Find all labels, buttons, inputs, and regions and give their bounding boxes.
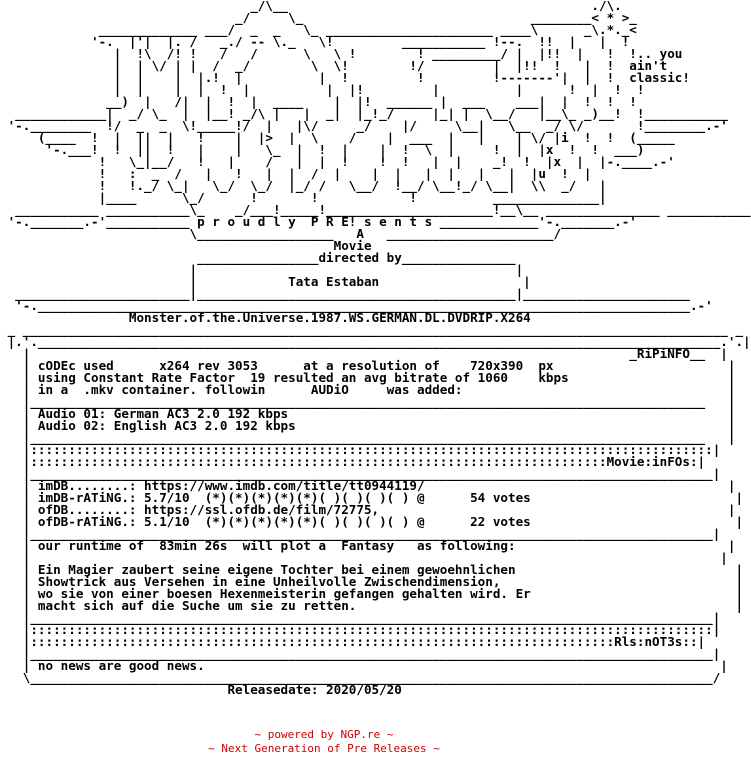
nfo-line: | Audio 01: German AC3 2.0 192 kbps |	[0, 406, 736, 421]
nfo-line: | Tata Estaban |	[0, 274, 531, 289]
nfo-line: Movie	[0, 238, 372, 253]
nfo-line: | no news are good news. |	[0, 658, 728, 673]
nfo-line: | | | | ! | | |! | | ! | ! !	[0, 82, 645, 97]
nfo-line: (____ ! | || | ! | |> | \ / | ___ | | | \/ |i ! ! (_____	[0, 130, 683, 145]
nfo-line: | imDB-rATiNG.: 5.7/10 (*)(*)(*)(*)(*)( )( )( )( ) @ 54 votes |	[0, 490, 744, 505]
nfo-line: ________________directed by_______________	[0, 250, 516, 265]
nfo-line: Releasedate: 2020/05/20	[0, 682, 402, 697]
nfo-line: Monster.of.the.Universe.1987.WS.GERMAN.DL.DVDRIP.X264	[0, 310, 531, 325]
nfo-line: '-. |'| |. / _./ -- \._ \! ___________ !--. !! | | !	[0, 34, 637, 49]
footer-powered-by: ~ powered by NGP.re ~	[254, 728, 394, 741]
nfo-line: |__________________________________________________________________________________________|	[0, 526, 721, 541]
footer	[0, 728, 648, 756]
nfo-line: ! !._/ \_| \_/ \_/ |_/ / \__/ !__/ \__!_/ \__| \\ _/ |	[0, 178, 607, 193]
nfo-line: |.'.__________________________________________________________________________________________.'.|	[0, 334, 751, 349]
nfo-line: '-.______________________________________________________________________________________.-'	[0, 298, 713, 313]
nfo-line: |__________________________________________________________________________________________|	[0, 646, 721, 661]
nfo-line: \__________________ A ______________________/	[0, 226, 562, 241]
nfo-line: |::::::::::::::::::::::::::::::::::::::::::::::::::::::::::::::::::::::::::::::::::::::::::|	[0, 442, 721, 457]
nfo-line: | !\ /! ! / / \ \ ! ! _________/ | |!! | ! !.. you	[0, 46, 683, 61]
nfo-line: _/\__ ./\.	[0, 0, 622, 13]
nfo-line: |____ \_/ ! ! ! ______________|	[0, 190, 607, 205]
nfo-line: |__________________________________________________________________________________________|	[0, 466, 721, 481]
nfo-line: '-.___! ! || ! | | \_ | ! | | ! \ | ! | |x ! ! ___)	[0, 142, 645, 157]
nfo-line: '-.________ !/ _ _ \!_____!/ | |\/ _/ |/ \__| \__ _/ \/ !________.-'	[0, 118, 728, 133]
nfo-line: | | | |.! | | ! ! !-------'| | ! classic!	[0, 70, 690, 85]
nfo-line: | our runtime of 83min 26s will plot a Fantasy as following: |	[0, 538, 736, 553]
nfo-line: ___________ ___________\_ _/___!_____!______________________!__\__ _______________ ___________	[0, 202, 751, 217]
nfo-line: |_________________________________________________________________________________________ |	[0, 394, 736, 409]
nfo-line: ! : _ / | ! | | / | | | | | | | |u ! |	[0, 166, 592, 181]
nfo-line: | Ein Magier zaubert seine eigene Tochter bei einem gewoehnlichen |	[0, 562, 744, 577]
nfo-line: |::::::::::::::::::::::::::::::::::::::::::::::::::::::::::::::::::::::::::::Movie:inFOs:|	[0, 454, 706, 469]
nfo-line: |_________________________________________________________________________________________ |	[0, 430, 736, 445]
footer-tagline: ~ Next Generation of Pre Releases ~	[208, 742, 440, 755]
nfo-line: | macht sich auf die Suche um sie zu retten. |	[0, 598, 744, 613]
nfo-line: |::::::::::::::::::::::::::::::::::::::::::::::::::::::::::::::::::::::::::::::::::::::::::|	[0, 622, 721, 637]
nfo-line: | wo sie von einer boesen Hexenmeisterin gefangen gehalten wird. Er |	[0, 586, 744, 601]
nfo-line: | Showtrick aus Versehen in eine Unheilvolle Zwischendimension, |	[0, 574, 744, 589]
nfo-line: ! \_|__/ ! | / | | ! ! ! | | _! ! |x | |-.____.-'	[0, 154, 675, 169]
nfo-line: ____________| _/ \_ | |__! _/\ | | _| |_!_/ |_| | \__/ |__\_ _)__! !___________	[0, 106, 728, 121]
nfo-line: | | \/ | | / _/ \ \! !/ | |!! ! | ! ain't	[0, 58, 668, 73]
nfo-line: | |	[0, 262, 524, 277]
nfo-line: _ _____________________________________________________________________________________________ _	[0, 322, 744, 337]
nfo-line: | in a .mkv container. followin AUDiO was added: |	[0, 382, 736, 397]
nfo-line: \__________________________________________________________________________________________/	[0, 670, 721, 685]
nfo-line: |:::::::::::::::::::::::::::::::::::::::::::::::::::::::::::::::::::::::::::::Rls:nOT3s::|	[0, 634, 706, 649]
nfo-line: | |	[0, 550, 728, 565]
nfo-line: __) | /| | ! | ____ | |! ______ | ___ ___| | ! ! !	[0, 94, 637, 109]
nfo-line: '-._______.-'___________ p r o u d l y P R E! s e n t s _____________'-._______.-'	[0, 214, 637, 229]
nfo-line: | _RiPiNFO__ |	[0, 346, 728, 361]
nfo-line: |__________________________________________________________________________________________|	[0, 610, 721, 625]
nfo-line: | Audio 02: English AC3 2.0 192 kbps |	[0, 418, 736, 433]
nfo-line: _____________ ___/ _ _ \_ ______________________ ____\ _\.*._<	[0, 22, 645, 37]
nfo-line: | imDB........: https://www.imdb.com/title/tt0944119/ |	[0, 478, 736, 493]
nfo-line: | cODEc used x264 rev 3053 at a resolution of 720x390 px |	[0, 358, 736, 373]
nfo-line: _______________________|__________________________________________|______________________	[0, 286, 690, 301]
nfo-line: | ofDB-rATiNG.: 5.1/10 (*)(*)(*)(*)(*)( )( )( )( ) @ 22 votes |	[0, 514, 744, 529]
nfo-line: | ofDB........: https://ssl.ofdb.de/film/72775, |	[0, 502, 736, 517]
nfo-line: | using Constant Rate Factor 19 resulted an avg bitrate of 1060 kbps |	[0, 370, 736, 385]
nfo-line: _/ \_ ________< * >_	[0, 10, 637, 25]
